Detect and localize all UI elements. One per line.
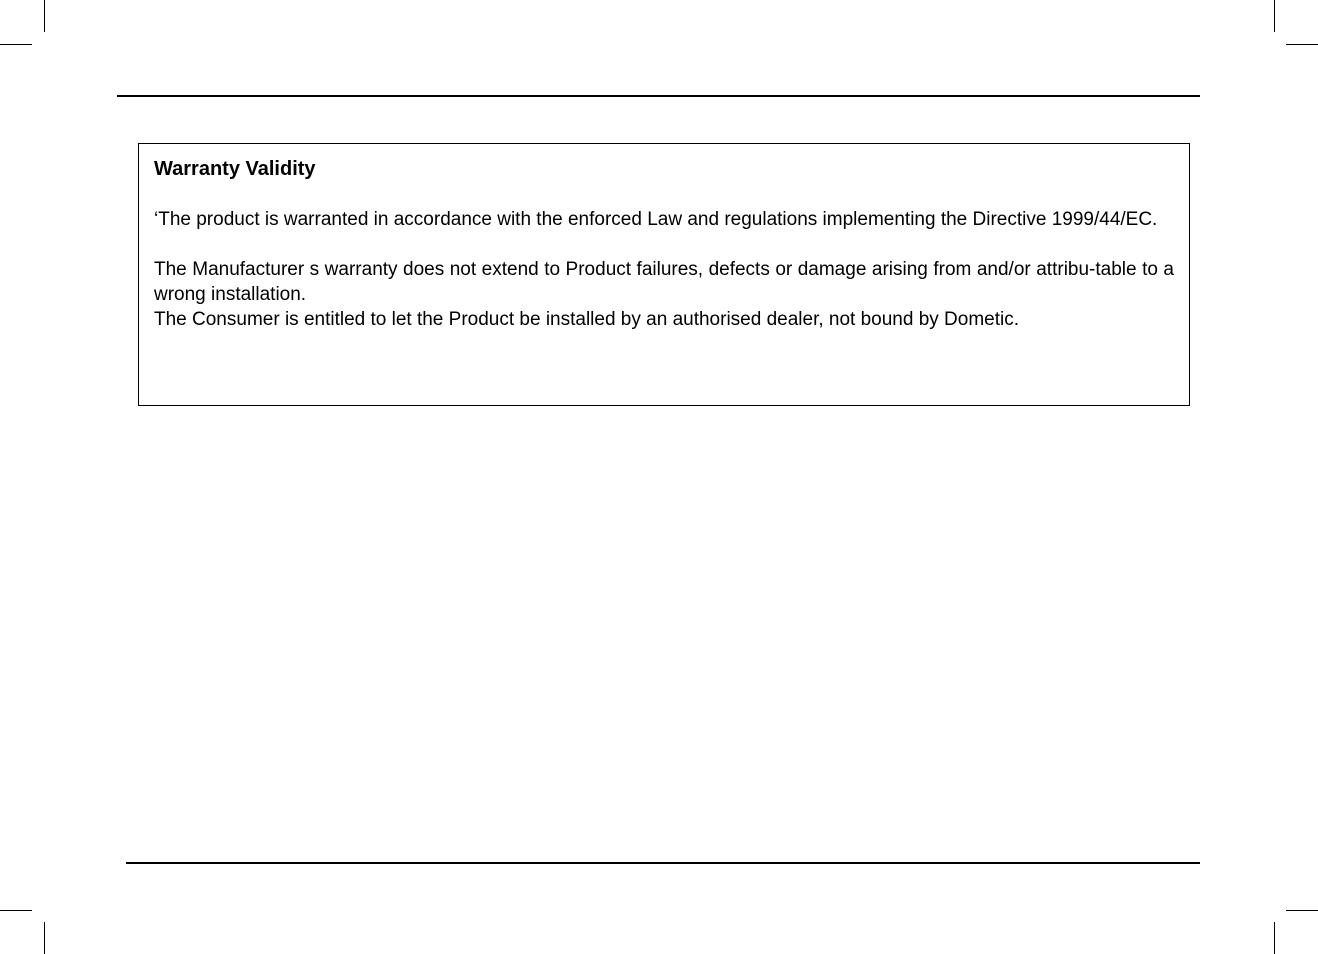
warranty-paragraph-exclusion: The Manufacturer s warranty does not extend to Product failures, defects or damage arising from and/or attribu-table to a wrong installation. — [154, 259, 1174, 305]
crop-mark-bottom-left-vertical — [44, 922, 45, 954]
warranty-paragraph-directive: ‘The product is warranted in accordance with the enforced Law and regulations implementing the Directive 1999/44/EC. — [154, 209, 1158, 230]
warranty-title: Warranty Validity — [154, 158, 316, 180]
footer-rule — [126, 862, 1200, 864]
crop-mark-bottom-right-vertical — [1274, 922, 1275, 954]
crop-mark-top-left-vertical — [44, 0, 45, 32]
crop-mark-bottom-right-horizontal — [1286, 910, 1318, 911]
warranty-box — [138, 143, 1190, 406]
crop-mark-top-left-horizontal — [0, 44, 32, 45]
crop-mark-top-right-vertical — [1274, 0, 1275, 32]
crop-mark-top-right-horizontal — [1286, 44, 1318, 45]
crop-mark-bottom-left-horizontal — [0, 910, 32, 911]
warranty-paragraph-consumer: The Consumer is entitled to let the Product be installed by an authorised dealer, not bound by Dometic. — [154, 309, 1020, 330]
header-rule — [117, 95, 1200, 97]
